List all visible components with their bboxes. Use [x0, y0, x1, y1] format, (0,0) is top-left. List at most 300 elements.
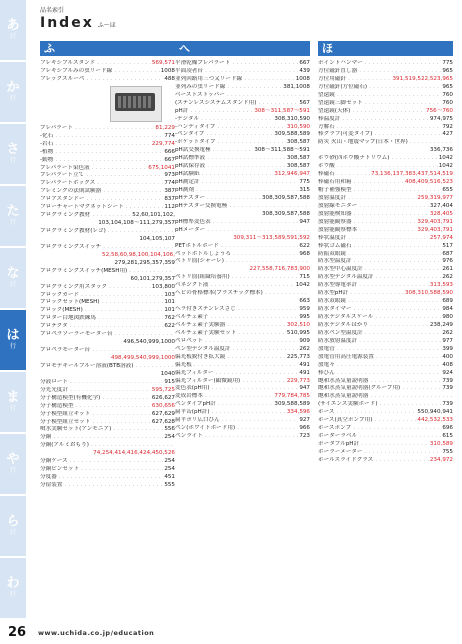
index-entry[interactable]	[175, 409, 310, 417]
magnifier-image	[115, 93, 155, 111]
entry-name: ヘラ付きステンレスさじ	[175, 306, 236, 313]
index-entry[interactable]	[40, 426, 175, 434]
entry-name: 噴水実験セット(アンモニア)	[40, 426, 112, 433]
entry-pages: 915	[164, 378, 175, 385]
index-entry[interactable]	[40, 284, 175, 292]
index-entry[interactable]	[175, 179, 310, 187]
leader-dots	[91, 419, 151, 427]
entry-pages: 312,946,947	[274, 171, 310, 178]
index-entry[interactable]	[175, 378, 310, 386]
entry-name: pH測剤	[175, 187, 194, 193]
index-entry[interactable]	[318, 116, 453, 124]
index-entry[interactable]	[175, 163, 310, 171]
index-entry[interactable]	[40, 125, 175, 133]
index-entry[interactable]	[40, 188, 175, 196]
entry-pages: 279,281,295,357,359	[114, 259, 175, 266]
index-entry[interactable]	[318, 298, 453, 306]
index-entry[interactable]	[175, 171, 310, 179]
entry-name: pHテスター	[175, 194, 205, 201]
index-entry[interactable]	[175, 139, 310, 147]
index-entry[interactable]	[175, 76, 310, 84]
leader-dots	[206, 155, 286, 163]
leader-dots	[107, 228, 174, 236]
index-entry[interactable]	[318, 362, 453, 370]
index-entry[interactable]	[40, 228, 175, 236]
index-entry[interactable]	[175, 274, 310, 282]
leader-dots	[336, 362, 442, 370]
entry-name: プロックセット(MESH)	[40, 299, 100, 306]
entry-pages: 1042	[438, 155, 453, 162]
entry-name: プロモデキールブルー溶液(BTB溶液)	[40, 362, 134, 369]
leader-dots	[96, 180, 163, 188]
entry-pages: 630,656	[151, 402, 175, 409]
index-entry[interactable]	[40, 133, 175, 141]
entry-pages: 550,940,941	[417, 409, 453, 416]
entry-name: ホウ砂(四ホウ酸ナトリウム)	[318, 155, 390, 162]
leader-dots	[193, 362, 299, 370]
index-entry[interactable]	[318, 195, 453, 203]
leader-dots	[236, 425, 298, 433]
index-entry[interactable]	[40, 157, 175, 165]
sidebar-tab[interactable]	[0, 124, 26, 186]
index-entry[interactable]	[175, 235, 310, 243]
entry-name: ペトリ皿(シャーレ)	[175, 258, 224, 265]
sidebar-tab[interactable]	[0, 62, 26, 124]
leader-dots	[358, 203, 429, 211]
index-entry[interactable]	[40, 299, 175, 307]
index-entry[interactable]	[318, 449, 453, 457]
entry-name: ポータブルpH計	[318, 441, 360, 447]
entry-name: pHメーター	[175, 226, 206, 233]
entry-pages: 336,736	[429, 147, 453, 154]
index-entry[interactable]	[175, 393, 310, 401]
index-entry[interactable]	[40, 141, 175, 149]
column-he	[175, 41, 310, 441]
leader-dots	[352, 306, 441, 314]
leader-dots	[200, 116, 273, 124]
leader-dots	[195, 187, 298, 195]
index-entry[interactable]	[175, 187, 310, 195]
index-entry[interactable]	[40, 276, 175, 284]
entry-name: pH測定計	[175, 179, 200, 186]
entry-name: プレパラート立て	[40, 172, 85, 179]
leader-dots	[128, 268, 174, 276]
index-entry[interactable]	[175, 338, 310, 346]
leader-dots	[91, 347, 174, 355]
index-entry[interactable]	[318, 92, 453, 100]
leader-dots	[90, 442, 174, 450]
entry-pages: 238,249	[429, 321, 453, 328]
index-entry[interactable]	[40, 212, 175, 220]
index-entry[interactable]	[318, 338, 453, 346]
index-entry[interactable]	[318, 433, 453, 441]
index-entry[interactable]	[318, 124, 453, 132]
sidebar-tab[interactable]	[0, 496, 26, 558]
leader-dots	[341, 116, 428, 124]
index-entry[interactable]	[40, 466, 175, 474]
index-entry[interactable]	[318, 266, 453, 274]
entry-pages: 739	[442, 401, 453, 408]
entry-pages: 225,773	[286, 353, 310, 360]
leader-dots	[85, 76, 163, 84]
entry-name: 放射線モニター	[318, 202, 358, 209]
index-entry[interactable]	[175, 219, 310, 227]
entry-pages: 442,532,533	[417, 417, 453, 424]
index-entry[interactable]	[40, 244, 175, 252]
index-entry[interactable]	[40, 363, 175, 371]
entry-name: プロペラモーター台	[40, 347, 91, 354]
index-entry[interactable]	[318, 457, 453, 465]
entry-name: ベルチェ素子	[175, 314, 209, 320]
index-entry[interactable]	[318, 354, 453, 362]
entry-name: ヘビの骨格標本(プラスチック標本)	[175, 290, 263, 297]
sidebar-tab[interactable]	[0, 434, 26, 496]
index-entry[interactable]	[40, 180, 175, 188]
index-entry[interactable]	[175, 314, 310, 322]
index-entry[interactable]	[175, 100, 310, 108]
index-entry[interactable]	[318, 76, 453, 84]
index-entry[interactable]	[318, 385, 453, 393]
index-entry[interactable]	[40, 252, 175, 260]
index-entry[interactable]	[40, 387, 175, 395]
index-entry[interactable]	[175, 124, 310, 132]
entry-pages: 627,629	[151, 410, 175, 417]
index-entry[interactable]	[40, 403, 175, 411]
entry-pages: 775	[299, 179, 310, 186]
index-entry[interactable]	[40, 458, 175, 466]
entry-pages: 308,587	[286, 139, 310, 146]
index-entry[interactable]	[318, 306, 453, 314]
footer-url[interactable]: www.uchida.co.jp/education	[38, 629, 155, 637]
index-entry[interactable]	[318, 370, 453, 378]
entry-name: 放電管	[318, 345, 335, 352]
index-entry[interactable]	[175, 131, 310, 139]
index-entry[interactable]	[40, 165, 175, 173]
sidebar-tab-suffix: 行	[9, 405, 16, 412]
index-entry[interactable]	[318, 68, 453, 76]
index-entry[interactable]	[40, 76, 175, 84]
column-ho	[318, 41, 453, 465]
entry-pages: 234,972	[429, 456, 453, 463]
leader-dots	[363, 449, 441, 457]
index-entry[interactable]	[318, 258, 453, 266]
index-entry[interactable]	[175, 362, 310, 370]
entry-pages: 760	[442, 91, 453, 98]
index-entry[interactable]	[318, 60, 453, 68]
index-entry[interactable]	[175, 227, 310, 235]
index-entry[interactable]	[318, 131, 453, 139]
index-entry[interactable]	[40, 172, 175, 180]
index-entry[interactable]	[318, 219, 453, 227]
leader-dots	[205, 131, 273, 139]
index-entry[interactable]	[175, 251, 310, 259]
entry-name: 並列みの虫リード線	[175, 83, 226, 90]
index-entry[interactable]	[318, 155, 453, 163]
sidebar-tab-suffix: 行	[9, 529, 16, 536]
entry-pages: 627,628	[151, 418, 175, 425]
entry-pages: 328,405	[429, 210, 453, 217]
index-entry[interactable]	[40, 323, 175, 331]
index-entry[interactable]	[40, 371, 175, 379]
sidebar-tab[interactable]	[0, 0, 26, 62]
entry-name: 帽子補強模型	[318, 187, 352, 193]
index-entry[interactable]	[40, 149, 175, 157]
index-entry[interactable]	[40, 379, 175, 387]
index-entry[interactable]	[318, 346, 453, 354]
index-entry[interactable]	[318, 187, 453, 195]
entry-pages: 387	[164, 188, 175, 195]
index-entry[interactable]	[175, 298, 310, 306]
index-entry[interactable]	[318, 251, 453, 259]
sidebar-tab[interactable]	[0, 372, 26, 434]
entry-name: 方位磁針直し器	[318, 67, 358, 74]
index-entry[interactable]	[318, 393, 453, 401]
entry-pages: 261	[442, 266, 453, 273]
entry-pages: 696	[442, 425, 453, 432]
index-entry[interactable]	[175, 306, 310, 314]
leader-dots	[80, 466, 163, 474]
entry-name: 棒温度計	[318, 115, 341, 122]
index-entry[interactable]	[175, 354, 310, 362]
leader-dots	[204, 393, 273, 401]
entry-pages: 408	[442, 361, 453, 368]
index-entry[interactable]	[40, 236, 175, 244]
entry-name: 分銅ピンセット	[40, 466, 80, 473]
entry-name: pH計	[175, 107, 189, 114]
index-entry[interactable]	[40, 450, 175, 458]
entry-pages: 995	[299, 314, 310, 320]
index-entry[interactable]	[175, 108, 310, 116]
index-entry[interactable]	[318, 147, 453, 155]
index-entry[interactable]	[318, 139, 453, 147]
title-text: Index	[40, 15, 94, 31]
entry-pages: 101	[164, 299, 175, 306]
entry-pages: 427	[442, 131, 453, 138]
entry-name: プロックカード	[40, 291, 80, 298]
leader-dots	[375, 274, 442, 282]
entry-name: ホース(真空ポンプ用)	[318, 417, 373, 424]
entry-pages: 976	[442, 258, 453, 265]
index-entry[interactable]	[40, 60, 175, 68]
index-entry[interactable]	[40, 419, 175, 427]
index-entry[interactable]	[40, 442, 175, 450]
index-entry[interactable]	[40, 220, 175, 228]
entry-name: 分液ロート	[40, 378, 68, 385]
index-entry[interactable]	[175, 401, 310, 409]
index-entry[interactable]	[175, 243, 310, 251]
index-entry[interactable]	[175, 346, 310, 354]
index-entry[interactable]	[175, 84, 310, 92]
entry-pages: 755	[442, 448, 453, 455]
entry-pages: 101	[164, 307, 175, 314]
index-entry[interactable]	[40, 204, 175, 212]
index-entry[interactable]	[40, 196, 175, 204]
sidebar-tab[interactable]	[0, 186, 26, 248]
index-entry[interactable]	[175, 116, 310, 124]
entry-pages: 924	[442, 369, 453, 376]
entry-name: 棒状ゴム磁石	[318, 242, 352, 249]
index-entry[interactable]	[318, 163, 453, 171]
entry-name: 放射能検知器	[318, 210, 352, 217]
index-entry[interactable]	[175, 322, 310, 330]
entry-pages: 1042	[295, 282, 310, 289]
index-entry[interactable]	[175, 266, 310, 274]
index-entry[interactable]	[175, 290, 310, 298]
entry-name: ペンタイプpH計	[175, 401, 216, 408]
sidebar-tab-kana: は	[6, 328, 20, 343]
sidebar-tab-kana: や	[6, 452, 20, 467]
entry-pages: 81,229	[155, 124, 175, 131]
entry-pages: 308,310,588,590	[404, 290, 453, 297]
index-entry[interactable]	[40, 292, 175, 300]
index-entry[interactable]	[40, 411, 175, 419]
leader-dots	[237, 330, 285, 338]
index-entry[interactable]	[40, 395, 175, 403]
leader-dots	[364, 330, 442, 338]
leader-dots	[101, 299, 164, 307]
index-entry[interactable]	[175, 370, 310, 378]
leader-dots	[58, 474, 164, 482]
entry-pages: 984	[442, 306, 453, 313]
index-entry[interactable]	[175, 385, 310, 393]
index-entry[interactable]	[175, 195, 310, 203]
entry-pages: 399	[442, 345, 453, 352]
leader-dots	[353, 258, 442, 266]
leader-dots	[336, 171, 370, 179]
index-entry[interactable]	[175, 60, 310, 68]
index-entry[interactable]	[175, 258, 310, 266]
index-entry[interactable]	[318, 84, 453, 92]
entry-pages: 257,974	[429, 234, 453, 241]
index-entry[interactable]	[175, 417, 310, 425]
entry-name: 偏光板	[175, 361, 192, 368]
index-entry[interactable]	[175, 155, 310, 163]
leader-dots	[206, 227, 309, 235]
index-entry[interactable]	[40, 307, 175, 315]
entry-pages: 229,773	[286, 377, 310, 384]
index-entry[interactable]	[40, 355, 175, 363]
index-entry[interactable]	[318, 378, 453, 386]
index-entry[interactable]	[318, 171, 453, 179]
index-entry[interactable]	[175, 211, 310, 219]
entry-pages: 974,975	[429, 115, 453, 122]
index-entry[interactable]	[318, 274, 453, 282]
sidebar-tab-suffix: 行	[9, 591, 16, 598]
index-entry[interactable]	[318, 179, 453, 187]
entry-name: ホールスライドグラス	[318, 456, 374, 463]
entry-name: プログラミングスイッチ(MESH用)	[40, 267, 128, 274]
index-entry[interactable]	[318, 243, 453, 251]
leader-dots	[75, 403, 151, 411]
sidebar-tab[interactable]	[0, 248, 26, 310]
leader-dots	[347, 235, 429, 243]
index-entry[interactable]	[318, 227, 453, 235]
index-entry[interactable]	[40, 331, 175, 339]
entry-pages: 439	[299, 67, 310, 74]
index-entry[interactable]	[318, 108, 453, 116]
leader-dots	[226, 322, 286, 330]
index-entry[interactable]	[40, 474, 175, 482]
index-entry[interactable]	[318, 211, 453, 219]
leader-dots	[225, 258, 309, 266]
leader-dots	[54, 157, 163, 165]
sidebar-tab[interactable]	[0, 558, 26, 620]
index-entry[interactable]	[318, 330, 453, 338]
entry-pages: 254	[164, 434, 175, 441]
index-entry[interactable]	[40, 434, 175, 442]
leader-dots	[215, 370, 299, 378]
index-entry[interactable]	[318, 235, 453, 243]
entry-name: 防振双眼鏡	[318, 250, 346, 257]
leader-dots	[204, 68, 298, 76]
index-entry[interactable]	[318, 290, 453, 298]
leader-dots	[84, 307, 164, 315]
index-entry[interactable]	[175, 433, 310, 441]
entry-name: ペン型デジタル温度計	[175, 345, 231, 352]
entry-pages: 112	[164, 204, 175, 211]
leader-dots	[217, 139, 286, 147]
entry-name: 防水型温度計	[318, 258, 352, 265]
leader-dots	[374, 457, 429, 465]
sidebar-tab-suffix: 行	[9, 467, 16, 474]
index-entry[interactable]	[175, 203, 310, 211]
index-entry[interactable]	[318, 322, 453, 330]
leader-dots	[221, 417, 299, 425]
index-entry[interactable]	[318, 401, 453, 409]
column-fu	[40, 41, 175, 490]
leader-dots	[217, 401, 274, 409]
index-entry[interactable]	[40, 315, 175, 323]
entry-pages: 262	[442, 329, 453, 336]
index-sidebar	[0, 0, 26, 620]
entry-pages: 973	[164, 172, 175, 179]
index-entry[interactable]	[40, 68, 175, 76]
leader-dots	[379, 401, 442, 409]
sidebar-tab-kana: な	[6, 266, 20, 281]
entry-pages: 1008	[160, 67, 175, 74]
index-entry[interactable]	[175, 425, 310, 433]
entry-name: ペトリ皿(組織培養用)	[175, 274, 230, 281]
index-entry[interactable]	[318, 314, 453, 322]
index-entry[interactable]	[318, 100, 453, 108]
index-entry[interactable]	[40, 268, 175, 276]
index-entry[interactable]	[318, 203, 453, 211]
entry-pages: 103,800	[151, 283, 175, 290]
entry-pages: 555	[164, 482, 175, 488]
index-entry[interactable]	[318, 282, 453, 290]
leader-dots	[189, 108, 253, 116]
entry-pages: 52,60,101,102,	[132, 212, 175, 219]
index-entry[interactable]	[318, 425, 453, 433]
index-entry[interactable]	[175, 147, 310, 155]
index-entry[interactable]	[175, 282, 310, 290]
index-entry[interactable]	[40, 339, 175, 347]
index-entry[interactable]	[318, 417, 453, 425]
index-entry[interactable]	[175, 68, 310, 76]
index-entry[interactable]	[40, 347, 175, 355]
entry-name: pH試験紙	[175, 171, 200, 178]
entry-pages: 556	[164, 426, 175, 433]
entry-pages: 310,589	[429, 441, 453, 447]
index-entry[interactable]	[175, 330, 310, 338]
index-entry[interactable]	[318, 409, 453, 417]
index-entry[interactable]	[40, 260, 175, 268]
entry-name: 飽和水蒸気量説明器	[318, 377, 369, 384]
sidebar-tab[interactable]	[0, 310, 26, 372]
index-entry[interactable]	[318, 441, 453, 449]
index-entry[interactable]	[40, 482, 175, 490]
index-entry[interactable]	[175, 92, 310, 100]
